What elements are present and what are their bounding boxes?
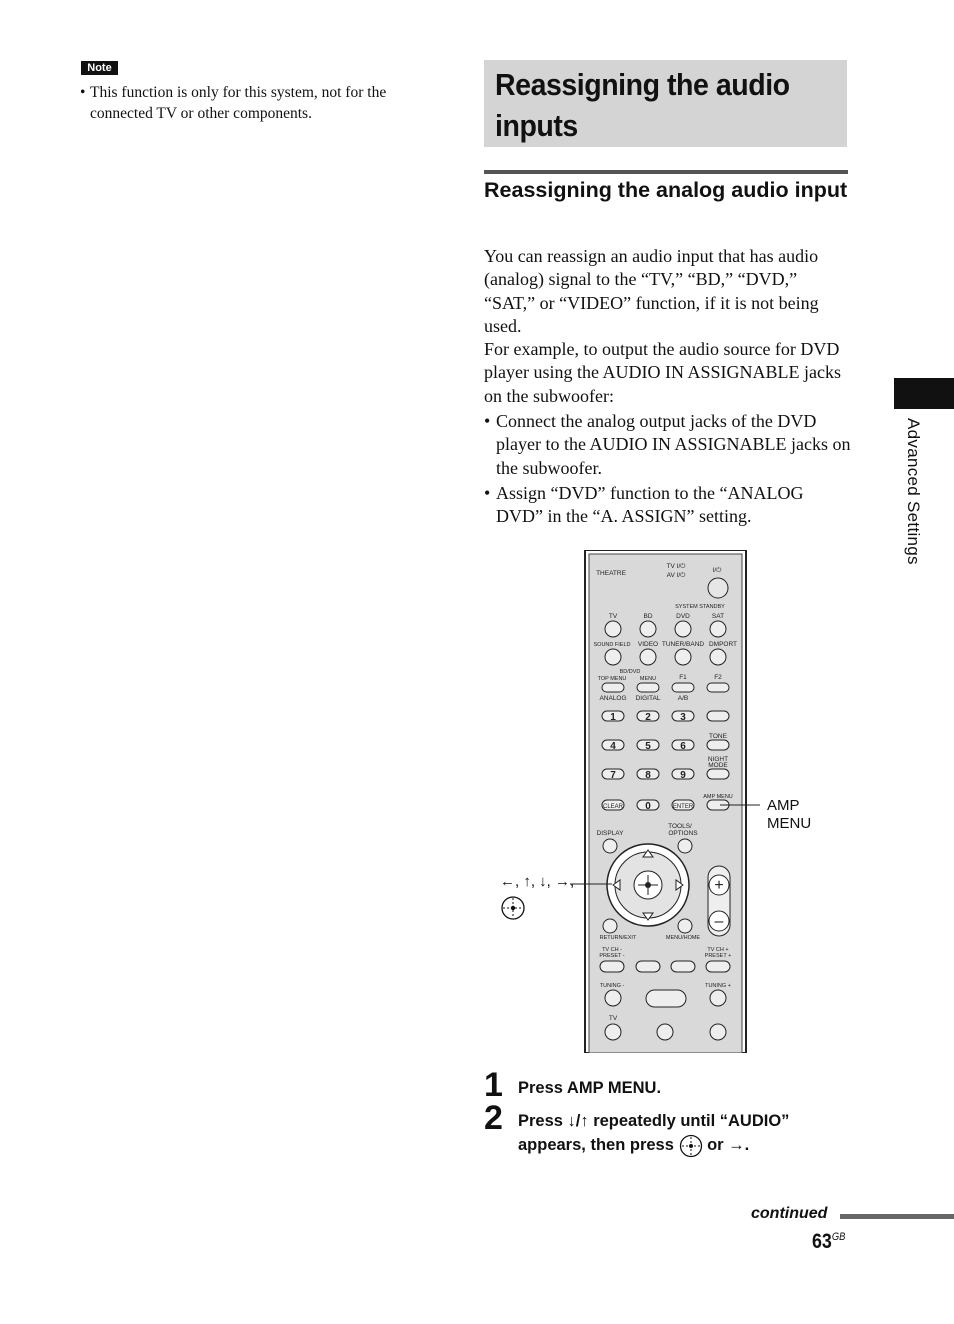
remote-tuningplus-label: TUNING +: [705, 983, 731, 989]
side-tab-label: Advanced Settings: [904, 418, 923, 565]
body-paragraph-2: For example, to output the audio source for DVD player using the AUDIO IN ASSIGNABLE jacks on the subwoofer:: [484, 339, 841, 406]
remote-standby-label: SYSTEM STANDBY: [675, 604, 725, 610]
remote-key-2: 2: [645, 712, 651, 723]
section-title-box: [484, 60, 847, 147]
amp-menu-callout-line2: MENU: [767, 815, 812, 832]
remote-presetminus-label: PRESET -: [599, 953, 625, 959]
remote-f2-button: [707, 683, 729, 692]
step-2-number: 2: [484, 1099, 503, 1137]
remote-tvchminus-label: TV CH -: [602, 947, 622, 953]
remote-sat-label: SAT: [711, 613, 725, 620]
section-title-line1: Reassigning the audio: [495, 67, 790, 102]
body-bullet-2: • Assign “DVD” function to the “ANALOG DVD” in the “A. ASSIGN” setting.: [484, 482, 804, 527]
body-bullet-1: • Connect the analog output jacks of the DVD player to the AUDIO IN ASSIGNABLE jacks on the subwoofer.: [484, 411, 851, 478]
remote-sat-button: [710, 621, 726, 637]
remote-menuhome-label: MENU/HOME: [665, 935, 701, 941]
remote-key-9: 9: [680, 770, 686, 781]
remote-tv-button: [605, 621, 621, 637]
svg-text:+: +: [714, 877, 724, 894]
remote-key-clear: CLEAR: [602, 804, 624, 810]
remote-key-0: 0: [645, 801, 651, 812]
remote-digital-label: DIGITAL: [635, 695, 661, 702]
remote-menu-button: [637, 683, 659, 692]
subheading: Reassigning the analog audio input: [484, 178, 848, 202]
remote-tuner-button: [675, 649, 691, 665]
remote-f1-button: [672, 683, 694, 692]
remote-analog-label: ANALOG: [599, 695, 627, 702]
remote-video-label: VIDEO: [637, 641, 659, 648]
remote-tv-label: TV: [608, 613, 618, 620]
remote-bd-label: BD: [643, 613, 653, 620]
step-2-text-a: Press ↓/↑ repeatedly until “AUDIO”: [518, 1112, 790, 1130]
remote-key-6: 6: [680, 741, 686, 752]
amp-menu-callout: [767, 797, 811, 833]
remote-key-3: 3: [680, 712, 686, 723]
page-number-suffix: GB: [831, 1231, 846, 1243]
remote-dmport-label: DMPORT: [708, 641, 738, 648]
remote-dvd-button: [675, 621, 691, 637]
body-bullet-2-text: Assign “DVD” function to the “ANALOG DVD” in the “A. ASSIGN” setting.: [496, 482, 804, 527]
remote-power-button: [708, 578, 728, 598]
body-text: [484, 245, 852, 529]
note-bullet: •: [80, 84, 86, 101]
remote-mode-label: MODE: [708, 762, 728, 769]
remote-key-8: 8: [645, 770, 651, 781]
remote-key-4: 4: [610, 741, 616, 752]
step-2-text: [518, 1109, 848, 1158]
remote-f2-label: F2: [714, 674, 722, 681]
remote-dvd-label: DVD: [676, 613, 690, 620]
continued-bar: [840, 1214, 954, 1219]
remote-display-label: DISPLAY: [596, 830, 624, 837]
enter-icon: [500, 895, 526, 921]
remote-soundfield-button: [605, 649, 621, 665]
remote-soundfield-label: SOUND FIELD: [593, 642, 631, 648]
body-paragraph-1: You can reassign an audio input that has audio (analog) signal to the “TV,” “BD,” “DVD,” “SAT,” or “VIDEO” function, if it is not being used.: [484, 246, 819, 336]
remote-topmenu-label: TOP MENU: [597, 676, 627, 682]
remote-tools-label: TOOLS/: [668, 823, 692, 830]
remote-tuner-label: TUNER/BAND: [661, 641, 705, 648]
remote-topmenu-button: [602, 683, 624, 692]
page-number-value: 63: [812, 1230, 832, 1253]
remote-menu-label: MENU: [639, 676, 657, 682]
step-1-number: 1: [484, 1066, 503, 1104]
step-2-text-b: appears, then press: [518, 1136, 674, 1154]
enter-icon: [679, 1134, 703, 1158]
body-bullet-1-text: Connect the analog output jacks of the DVD player to the AUDIO IN ASSIGNABLE jacks on the subwoofer.: [496, 411, 851, 478]
callout-lines: [570, 800, 770, 900]
page-number: [812, 1230, 845, 1254]
remote-avpower-label: AV I/⏻: [666, 572, 686, 579]
remote-tuningminus-label: TUNING -: [599, 983, 625, 989]
side-tab: [894, 378, 954, 409]
remote-video-button: [640, 649, 656, 665]
remote-tone-label: TONE: [709, 733, 727, 740]
note-text: [80, 82, 430, 124]
remote-tvpower-label: TV I/⏻: [666, 563, 686, 570]
arrow-keys-callout: ←, ↑, ↓, →,: [500, 873, 575, 890]
remote-return-label: RETURN/EXIT: [599, 935, 637, 941]
note-badge: Note: [81, 61, 118, 75]
remote-ab-label: A/B: [677, 695, 689, 702]
remote-f1-label: F1: [679, 674, 687, 681]
subheading-rule: [484, 170, 848, 174]
step-2-text-c: or →.: [707, 1136, 750, 1154]
remote-theatre-label: THEATRE: [596, 570, 626, 577]
remote-key-enter: ENTER: [672, 804, 694, 810]
remote-key-7: 7: [610, 770, 616, 781]
remote-options-label: OPTIONS: [668, 830, 698, 837]
step-1-text: Press AMP MENU.: [518, 1079, 662, 1097]
remote-tvchplus-label: TV CH +: [707, 947, 729, 953]
note-body: This function is only for this system, not for the connected TV or other components.: [90, 84, 387, 122]
remote-ampmenu-label: AMP MENU: [703, 794, 733, 800]
remote-key-5: 5: [645, 741, 651, 752]
section-title-line2: inputs: [495, 108, 578, 143]
remote-night-label: NIGHT: [707, 756, 729, 763]
section-title: [484, 60, 854, 146]
amp-menu-callout-line1: AMP: [767, 797, 800, 814]
remote-bddvd-label: BD/DVD: [619, 669, 641, 675]
remote-key-1: 1: [610, 712, 616, 723]
continued-label: continued: [751, 1205, 828, 1222]
remote-dmport-button: [710, 649, 726, 665]
remote-bd-button: [640, 621, 656, 637]
remote-presetplus-label: PRESET +: [704, 953, 732, 959]
remote-power-label: I/⏻: [712, 567, 722, 574]
svg-text:–: –: [714, 913, 724, 930]
remote-tvbottom-label: TV: [608, 1015, 618, 1022]
